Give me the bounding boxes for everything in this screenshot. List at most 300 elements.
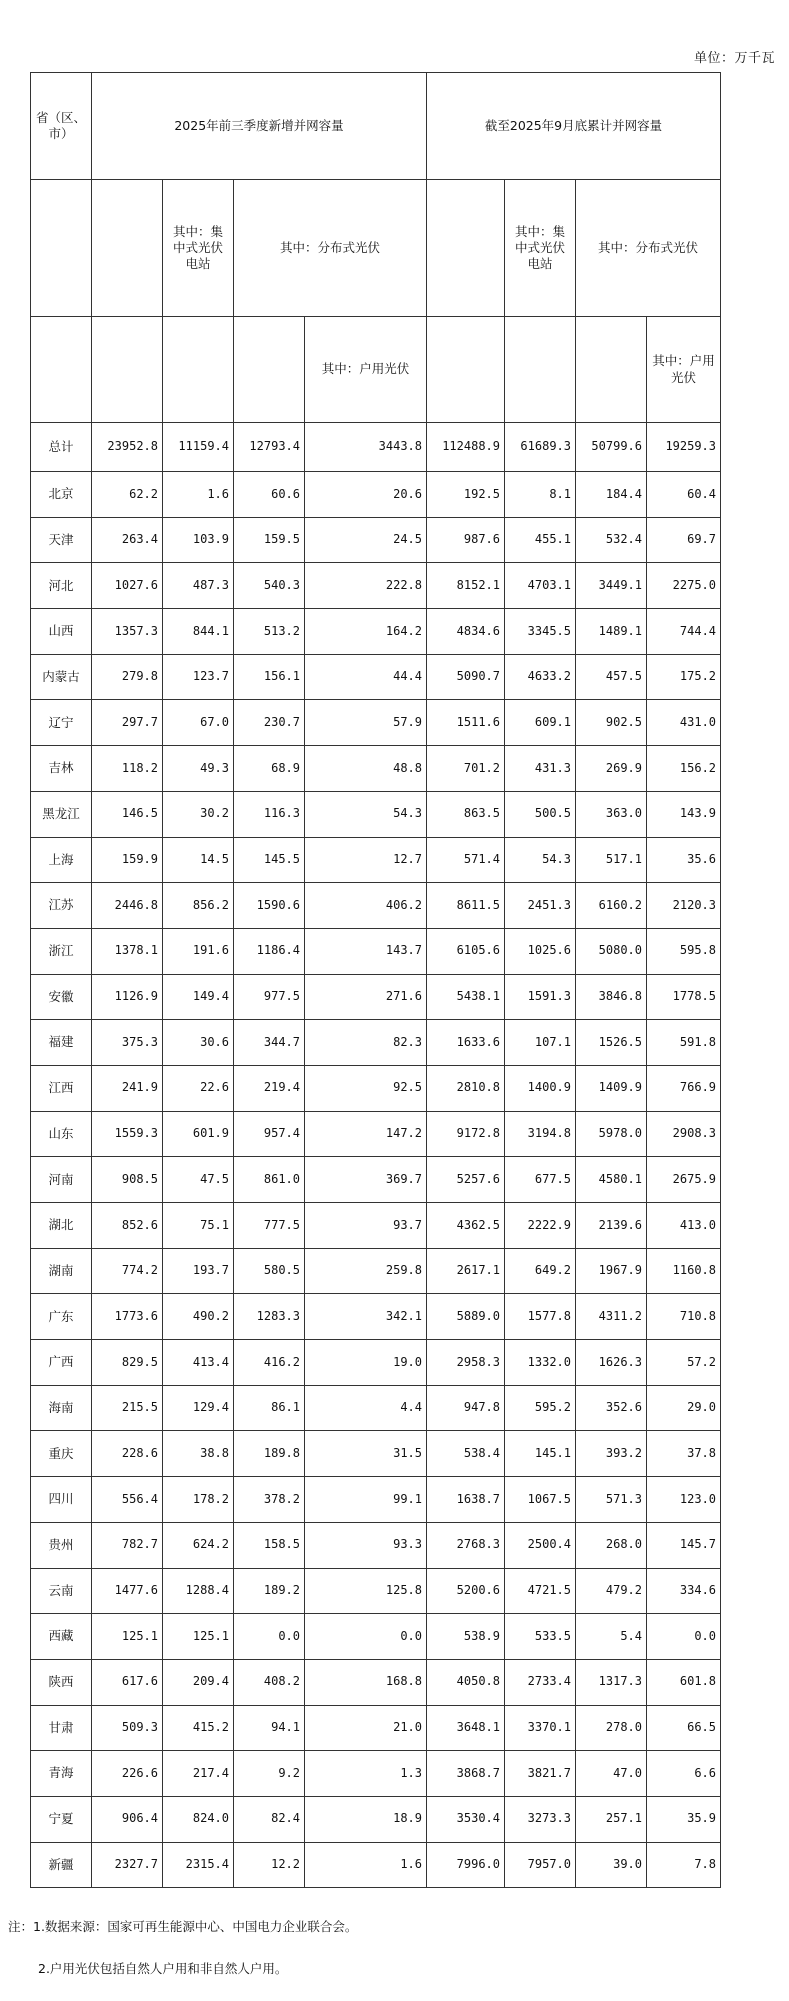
table-row <box>31 472 721 518</box>
table-row <box>31 654 721 700</box>
value-cell: 2139.6 <box>576 1203 647 1249</box>
value-cell: 5.4 <box>576 1614 647 1660</box>
value-cell: 123.7 <box>163 654 234 700</box>
province-cell: 湖北 <box>31 1203 92 1249</box>
header-empty-cell <box>163 317 234 423</box>
value-cell: 416.2 <box>234 1340 305 1386</box>
value-cell: 145.5 <box>234 837 305 883</box>
value-cell: 143.9 <box>647 791 721 837</box>
value-cell: 538.9 <box>427 1614 505 1660</box>
table-row <box>31 1157 721 1203</box>
value-cell: 1590.6 <box>234 883 305 929</box>
value-cell: 342.1 <box>305 1294 427 1340</box>
value-cell: 2120.3 <box>647 883 721 929</box>
value-cell: 513.2 <box>234 609 305 655</box>
table-row <box>31 1568 721 1614</box>
value-cell: 1559.3 <box>92 1111 163 1157</box>
value-cell: 271.6 <box>305 974 427 1020</box>
value-cell: 334.6 <box>647 1568 721 1614</box>
province-cell: 江西 <box>31 1065 92 1111</box>
value-cell: 5080.0 <box>576 928 647 974</box>
value-cell: 2733.4 <box>505 1659 576 1705</box>
value-cell: 14.5 <box>163 837 234 883</box>
value-cell: 1.6 <box>163 472 234 518</box>
value-cell: 222.8 <box>305 563 427 609</box>
header-row-1 <box>31 73 721 180</box>
value-cell: 219.4 <box>234 1065 305 1111</box>
value-cell: 1967.9 <box>576 1248 647 1294</box>
value-cell: 369.7 <box>305 1157 427 1203</box>
value-cell: 263.4 <box>92 517 163 563</box>
value-cell: 500.5 <box>505 791 576 837</box>
value-cell: 118.2 <box>92 746 163 792</box>
value-cell: 37.8 <box>647 1431 721 1477</box>
value-cell: 457.5 <box>576 654 647 700</box>
province-cell: 吉林 <box>31 746 92 792</box>
value-cell: 617.6 <box>92 1659 163 1705</box>
value-cell: 1160.8 <box>647 1248 721 1294</box>
value-cell: 12.2 <box>234 1842 305 1888</box>
value-cell: 3648.1 <box>427 1705 505 1751</box>
value-cell: 1126.9 <box>92 974 163 1020</box>
table-row <box>31 1614 721 1660</box>
table-row <box>31 1111 721 1157</box>
province-cell: 河北 <box>31 563 92 609</box>
table-row <box>31 1203 721 1249</box>
table-row <box>31 1385 721 1431</box>
g1-distributed-header: 其中：分布式光伏 <box>234 180 427 317</box>
value-cell: 3449.1 <box>576 563 647 609</box>
province-cell: 新疆 <box>31 1842 92 1888</box>
value-cell: 2908.3 <box>647 1111 721 1157</box>
table-row <box>31 1659 721 1705</box>
table-row <box>31 746 721 792</box>
table-row <box>31 1522 721 1568</box>
value-cell: 47.0 <box>576 1751 647 1797</box>
g2-household-header: 其中：户用光伏 <box>647 317 721 423</box>
value-cell: 906.4 <box>92 1796 163 1842</box>
value-cell: 86.1 <box>234 1385 305 1431</box>
value-cell: 19.0 <box>305 1340 427 1386</box>
value-cell: 48.8 <box>305 746 427 792</box>
province-cell: 福建 <box>31 1020 92 1066</box>
value-cell: 61689.3 <box>505 423 576 472</box>
value-cell: 1526.5 <box>576 1020 647 1066</box>
value-cell: 99.1 <box>305 1477 427 1523</box>
table-row <box>31 1340 721 1386</box>
value-cell: 279.8 <box>92 654 163 700</box>
value-cell: 159.5 <box>234 517 305 563</box>
value-cell: 54.3 <box>505 837 576 883</box>
province-cell: 总计 <box>31 423 92 472</box>
value-cell: 6.6 <box>647 1751 721 1797</box>
value-cell: 112488.9 <box>427 423 505 472</box>
value-cell: 147.2 <box>305 1111 427 1157</box>
value-cell: 145.1 <box>505 1431 576 1477</box>
value-cell: 168.8 <box>305 1659 427 1705</box>
value-cell: 44.4 <box>305 654 427 700</box>
value-cell: 3273.3 <box>505 1796 576 1842</box>
value-cell: 571.4 <box>427 837 505 883</box>
table-row <box>31 1842 721 1888</box>
value-cell: 1332.0 <box>505 1340 576 1386</box>
value-cell: 8611.5 <box>427 883 505 929</box>
value-cell: 2315.4 <box>163 1842 234 1888</box>
value-cell: 50799.6 <box>576 423 647 472</box>
value-cell: 5090.7 <box>427 654 505 700</box>
table-row <box>31 700 721 746</box>
value-cell: 1317.3 <box>576 1659 647 1705</box>
value-cell: 844.1 <box>163 609 234 655</box>
value-cell: 517.1 <box>576 837 647 883</box>
header-empty-cell <box>505 317 576 423</box>
value-cell: 1.3 <box>305 1751 427 1797</box>
value-cell: 209.4 <box>163 1659 234 1705</box>
table-row <box>31 1751 721 1797</box>
value-cell: 393.2 <box>576 1431 647 1477</box>
province-header: 省（区、市） <box>31 73 92 180</box>
value-cell: 57.9 <box>305 700 427 746</box>
value-cell: 12793.4 <box>234 423 305 472</box>
value-cell: 829.5 <box>92 1340 163 1386</box>
value-cell: 624.2 <box>163 1522 234 1568</box>
province-cell: 山东 <box>31 1111 92 1157</box>
value-cell: 2675.9 <box>647 1157 721 1203</box>
value-cell: 49.3 <box>163 746 234 792</box>
value-cell: 1638.7 <box>427 1477 505 1523</box>
value-cell: 431.0 <box>647 700 721 746</box>
group2-header: 截至2025年9月底累计并网容量 <box>427 73 721 180</box>
value-cell: 3345.5 <box>505 609 576 655</box>
value-cell: 4362.5 <box>427 1203 505 1249</box>
value-cell: 774.2 <box>92 1248 163 1294</box>
header-row-3 <box>31 317 721 423</box>
value-cell: 217.4 <box>163 1751 234 1797</box>
value-cell: 5978.0 <box>576 1111 647 1157</box>
value-cell: 1025.6 <box>505 928 576 974</box>
value-cell: 1.6 <box>305 1842 427 1888</box>
province-cell: 北京 <box>31 472 92 518</box>
value-cell: 1591.3 <box>505 974 576 1020</box>
value-cell: 4580.1 <box>576 1157 647 1203</box>
province-cell: 广东 <box>31 1294 92 1340</box>
value-cell: 1186.4 <box>234 928 305 974</box>
value-cell: 93.3 <box>305 1522 427 1568</box>
value-cell: 3370.1 <box>505 1705 576 1751</box>
table-row <box>31 1248 721 1294</box>
value-cell: 406.2 <box>305 883 427 929</box>
value-cell: 257.1 <box>576 1796 647 1842</box>
notes <box>8 1918 357 2001</box>
table-row <box>31 883 721 929</box>
value-cell: 18.9 <box>305 1796 427 1842</box>
value-cell: 431.3 <box>505 746 576 792</box>
province-cell: 四川 <box>31 1477 92 1523</box>
value-cell: 2327.7 <box>92 1842 163 1888</box>
value-cell: 363.0 <box>576 791 647 837</box>
value-cell: 24.5 <box>305 517 427 563</box>
value-cell: 2446.8 <box>92 883 163 929</box>
value-cell: 601.9 <box>163 1111 234 1157</box>
value-cell: 1357.3 <box>92 609 163 655</box>
value-cell: 125.1 <box>163 1614 234 1660</box>
value-cell: 68.9 <box>234 746 305 792</box>
province-cell: 湖南 <box>31 1248 92 1294</box>
g1-centralized-header: 其中：集中式光伏电站 <box>163 180 234 317</box>
value-cell: 297.7 <box>92 700 163 746</box>
value-cell: 4311.2 <box>576 1294 647 1340</box>
value-cell: 57.2 <box>647 1340 721 1386</box>
value-cell: 2958.3 <box>427 1340 505 1386</box>
value-cell: 35.9 <box>647 1796 721 1842</box>
value-cell: 82.3 <box>305 1020 427 1066</box>
value-cell: 278.0 <box>576 1705 647 1751</box>
value-cell: 69.7 <box>647 517 721 563</box>
value-cell: 164.2 <box>305 609 427 655</box>
value-cell: 75.1 <box>163 1203 234 1249</box>
value-cell: 1577.8 <box>505 1294 576 1340</box>
value-cell: 5200.6 <box>427 1568 505 1614</box>
value-cell: 9.2 <box>234 1751 305 1797</box>
value-cell: 12.7 <box>305 837 427 883</box>
value-cell: 35.6 <box>647 837 721 883</box>
value-cell: 184.4 <box>576 472 647 518</box>
value-cell: 957.4 <box>234 1111 305 1157</box>
value-cell: 1511.6 <box>427 700 505 746</box>
note-1: 注：1.数据来源：国家可再生能源中心、中国电力企业联合会。 <box>8 1919 358 1934</box>
value-cell: 0.0 <box>647 1614 721 1660</box>
value-cell: 595.2 <box>505 1385 576 1431</box>
value-cell: 3846.8 <box>576 974 647 1020</box>
value-cell: 82.4 <box>234 1796 305 1842</box>
province-cell: 江苏 <box>31 883 92 929</box>
value-cell: 2500.4 <box>505 1522 576 1568</box>
value-cell: 8.1 <box>505 472 576 518</box>
value-cell: 31.5 <box>305 1431 427 1477</box>
value-cell: 2810.8 <box>427 1065 505 1111</box>
value-cell: 21.0 <box>305 1705 427 1751</box>
value-cell: 259.8 <box>305 1248 427 1294</box>
value-cell: 226.6 <box>92 1751 163 1797</box>
value-cell: 415.2 <box>163 1705 234 1751</box>
value-cell: 413.4 <box>163 1340 234 1386</box>
value-cell: 116.3 <box>234 791 305 837</box>
value-cell: 0.0 <box>234 1614 305 1660</box>
table-row <box>31 563 721 609</box>
value-cell: 193.7 <box>163 1248 234 1294</box>
value-cell: 1288.4 <box>163 1568 234 1614</box>
table-row <box>31 517 721 563</box>
value-cell: 701.2 <box>427 746 505 792</box>
value-cell: 490.2 <box>163 1294 234 1340</box>
value-cell: 107.1 <box>505 1020 576 1066</box>
value-cell: 30.6 <box>163 1020 234 1066</box>
value-cell: 19259.3 <box>647 423 721 472</box>
g2-centralized-header: 其中：集中式光伏电站 <box>505 180 576 317</box>
value-cell: 29.0 <box>647 1385 721 1431</box>
value-cell: 609.1 <box>505 700 576 746</box>
value-cell: 861.0 <box>234 1157 305 1203</box>
table-row <box>31 837 721 883</box>
value-cell: 556.4 <box>92 1477 163 1523</box>
value-cell: 0.0 <box>305 1614 427 1660</box>
value-cell: 215.5 <box>92 1385 163 1431</box>
value-cell: 591.8 <box>647 1020 721 1066</box>
value-cell: 378.2 <box>234 1477 305 1523</box>
value-cell: 1378.1 <box>92 928 163 974</box>
value-cell: 1633.6 <box>427 1020 505 1066</box>
province-cell: 山西 <box>31 609 92 655</box>
value-cell: 241.9 <box>92 1065 163 1111</box>
value-cell: 1409.9 <box>576 1065 647 1111</box>
province-cell: 上海 <box>31 837 92 883</box>
value-cell: 22.6 <box>163 1065 234 1111</box>
table-row <box>31 1431 721 1477</box>
value-cell: 782.7 <box>92 1522 163 1568</box>
value-cell: 23952.8 <box>92 423 163 472</box>
value-cell: 856.2 <box>163 883 234 929</box>
unit-label: 单位：万千瓦 <box>693 51 775 66</box>
header-empty-cell <box>31 317 92 423</box>
value-cell: 268.0 <box>576 1522 647 1568</box>
value-cell: 146.5 <box>92 791 163 837</box>
g1-household-header: 其中：户用光伏 <box>305 317 427 423</box>
value-cell: 103.9 <box>163 517 234 563</box>
table-row <box>31 928 721 974</box>
value-cell: 158.5 <box>234 1522 305 1568</box>
value-cell: 2617.1 <box>427 1248 505 1294</box>
value-cell: 4.4 <box>305 1385 427 1431</box>
table-row <box>31 609 721 655</box>
province-cell: 海南 <box>31 1385 92 1431</box>
table-row <box>31 1705 721 1751</box>
value-cell: 189.2 <box>234 1568 305 1614</box>
value-cell: 538.4 <box>427 1431 505 1477</box>
value-cell: 1400.9 <box>505 1065 576 1111</box>
value-cell: 11159.4 <box>163 423 234 472</box>
value-cell: 7957.0 <box>505 1842 576 1888</box>
value-cell: 677.5 <box>505 1157 576 1203</box>
province-cell: 重庆 <box>31 1431 92 1477</box>
value-cell: 3821.7 <box>505 1751 576 1797</box>
province-cell: 云南 <box>31 1568 92 1614</box>
table-row <box>31 1020 721 1066</box>
value-cell: 93.7 <box>305 1203 427 1249</box>
note-2: 2.户用光伏包括自然人户用和非自然人户用。 <box>38 1960 288 1976</box>
value-cell: 375.3 <box>92 1020 163 1066</box>
value-cell: 2768.3 <box>427 1522 505 1568</box>
value-cell: 9172.8 <box>427 1111 505 1157</box>
header-empty-cell <box>576 317 647 423</box>
value-cell: 123.0 <box>647 1477 721 1523</box>
header-empty-cell <box>427 180 505 317</box>
header-empty-cell <box>92 317 163 423</box>
value-cell: 4633.2 <box>505 654 576 700</box>
value-cell: 94.1 <box>234 1705 305 1751</box>
g2-distributed-header: 其中：分布式光伏 <box>576 180 721 317</box>
value-cell: 744.4 <box>647 609 721 655</box>
value-cell: 1283.3 <box>234 1294 305 1340</box>
total-row <box>31 423 721 472</box>
value-cell: 1778.5 <box>647 974 721 1020</box>
value-cell: 143.7 <box>305 928 427 974</box>
value-cell: 230.7 <box>234 700 305 746</box>
header-empty-cell <box>92 180 163 317</box>
value-cell: 159.9 <box>92 837 163 883</box>
table-row <box>31 974 721 1020</box>
value-cell: 408.2 <box>234 1659 305 1705</box>
value-cell: 987.6 <box>427 517 505 563</box>
value-cell: 4834.6 <box>427 609 505 655</box>
province-cell: 甘肃 <box>31 1705 92 1751</box>
value-cell: 852.6 <box>92 1203 163 1249</box>
value-cell: 533.5 <box>505 1614 576 1660</box>
value-cell: 3194.8 <box>505 1111 576 1157</box>
value-cell: 580.5 <box>234 1248 305 1294</box>
value-cell: 3868.7 <box>427 1751 505 1797</box>
value-cell: 62.2 <box>92 472 163 518</box>
value-cell: 7996.0 <box>427 1842 505 1888</box>
province-cell: 贵州 <box>31 1522 92 1568</box>
value-cell: 710.8 <box>647 1294 721 1340</box>
header-empty-cell <box>234 317 305 423</box>
value-cell: 1067.5 <box>505 1477 576 1523</box>
value-cell: 3530.4 <box>427 1796 505 1842</box>
province-cell: 黑龙江 <box>31 791 92 837</box>
table-row <box>31 1065 721 1111</box>
value-cell: 178.2 <box>163 1477 234 1523</box>
value-cell: 66.5 <box>647 1705 721 1751</box>
value-cell: 4050.8 <box>427 1659 505 1705</box>
value-cell: 947.8 <box>427 1385 505 1431</box>
value-cell: 1477.6 <box>92 1568 163 1614</box>
capacity-table <box>30 72 721 1888</box>
value-cell: 824.0 <box>163 1796 234 1842</box>
value-cell: 125.1 <box>92 1614 163 1660</box>
value-cell: 1489.1 <box>576 609 647 655</box>
value-cell: 3443.8 <box>305 423 427 472</box>
province-cell: 浙江 <box>31 928 92 974</box>
table-row <box>31 791 721 837</box>
value-cell: 4721.5 <box>505 1568 576 1614</box>
value-cell: 192.5 <box>427 472 505 518</box>
value-cell: 863.5 <box>427 791 505 837</box>
table-row <box>31 1477 721 1523</box>
value-cell: 344.7 <box>234 1020 305 1066</box>
value-cell: 149.4 <box>163 974 234 1020</box>
value-cell: 2451.3 <box>505 883 576 929</box>
value-cell: 7.8 <box>647 1842 721 1888</box>
value-cell: 38.8 <box>163 1431 234 1477</box>
value-cell: 6105.6 <box>427 928 505 974</box>
province-cell: 西藏 <box>31 1614 92 1660</box>
value-cell: 189.8 <box>234 1431 305 1477</box>
value-cell: 1773.6 <box>92 1294 163 1340</box>
value-cell: 228.6 <box>92 1431 163 1477</box>
value-cell: 8152.1 <box>427 563 505 609</box>
province-cell: 广西 <box>31 1340 92 1386</box>
province-cell: 青海 <box>31 1751 92 1797</box>
value-cell: 145.7 <box>647 1522 721 1568</box>
value-cell: 766.9 <box>647 1065 721 1111</box>
province-cell: 河南 <box>31 1157 92 1203</box>
group1-header: 2025年前三季度新增并网容量 <box>92 73 427 180</box>
province-cell: 内蒙古 <box>31 654 92 700</box>
value-cell: 60.6 <box>234 472 305 518</box>
value-cell: 455.1 <box>505 517 576 563</box>
table-row <box>31 1294 721 1340</box>
header-empty-cell <box>427 317 505 423</box>
